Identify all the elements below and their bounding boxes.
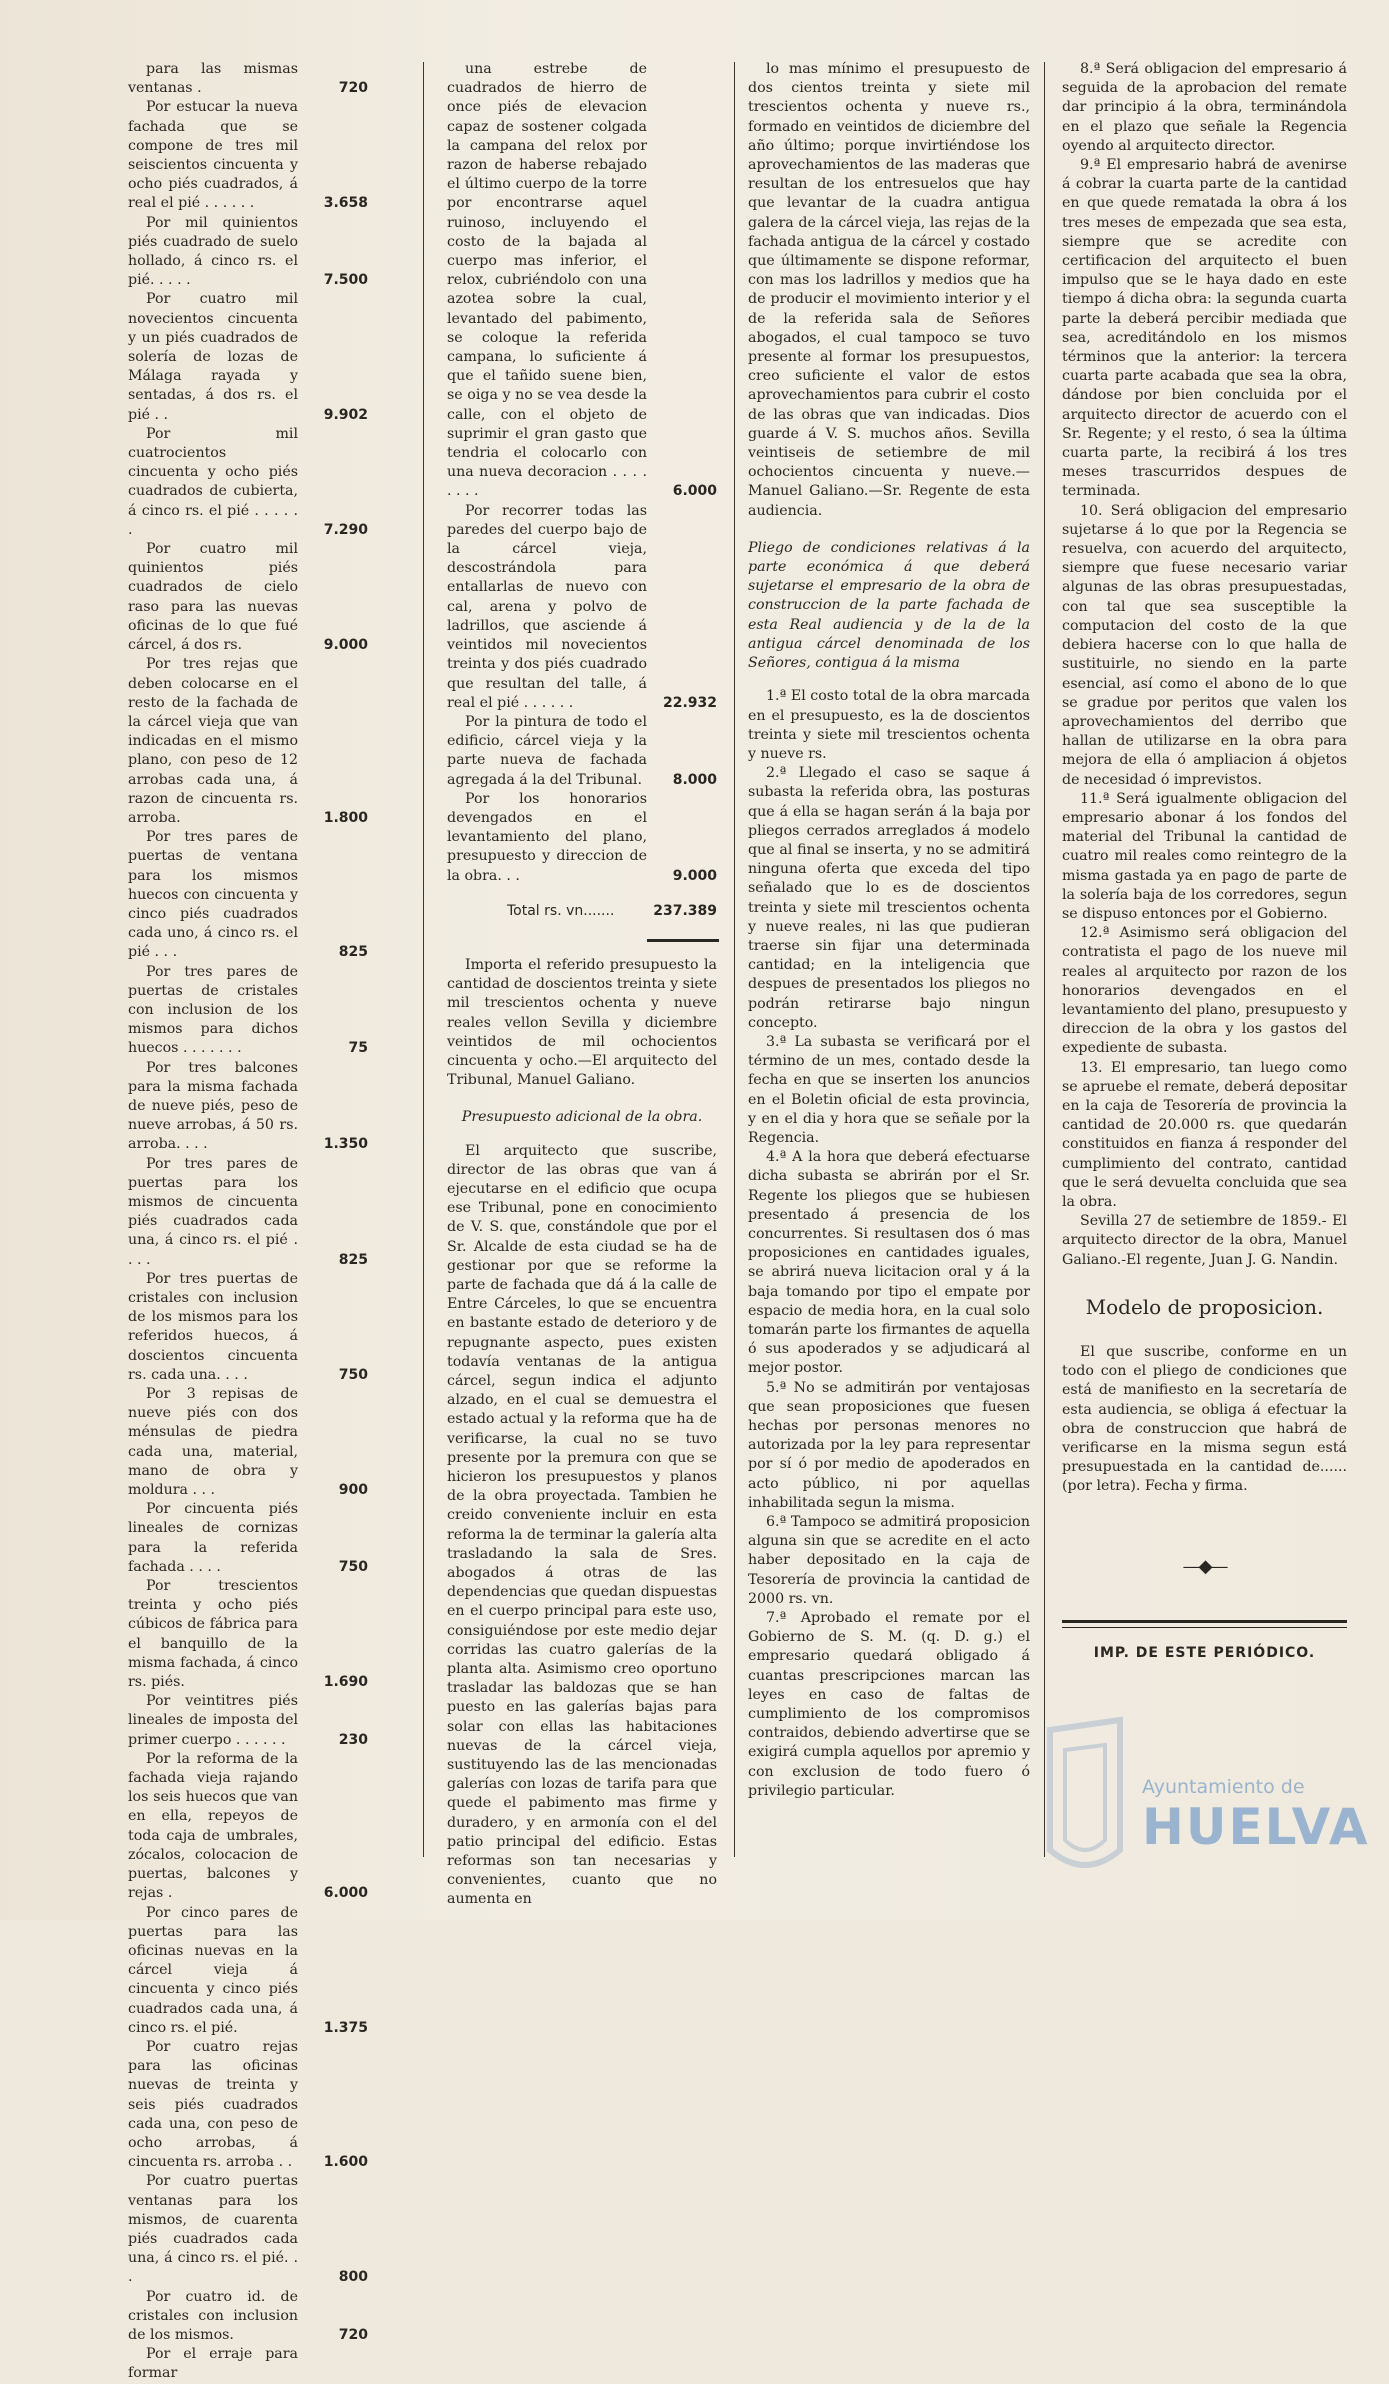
- budget-item: [447, 502, 717, 713]
- ornament-divider: —◆—: [1182, 1555, 1227, 1577]
- budget-item: [128, 1059, 368, 1155]
- watermark-line1: Ayuntamiento de: [1142, 1776, 1305, 1798]
- condition-paragraph: 6.ª Tampoco se admitirá proposicion alguna sin que se acredite en el acto haber depositado en la caja de Tesorería de provincia la cantidad de 2000 rs. vn.: [748, 1514, 1030, 1607]
- budget-item-text: Por cuatro mil quinientos piés cuadrados de cielo raso para las nuevas oficinas de lo que fué cárcel, á dos rs.: [128, 541, 298, 654]
- budget-item: [128, 1500, 368, 1577]
- budget-item-amount: 720: [338, 2326, 368, 2343]
- budget-item: [128, 290, 368, 424]
- budget-item-text: Por la pintura de todo el edificio, cárcel vieja y la parte nueva de fachada agregada á la del Tribunal.: [447, 713, 647, 788]
- budget-item-text: Por cinco pares de puertas para las oficinas nuevas en la cárcel vieja á cincuenta y cinco piés cuadrados cada una, á cinco rs. el pié.: [128, 1904, 298, 2036]
- budget-item: [128, 1692, 368, 1750]
- imprint: IMP. DE ESTE PERIÓDICO.: [1093, 1644, 1316, 1661]
- condition-paragraph: 7.ª Aprobado el remate por el Gobierno de S. M. (q. D. g.) el empresario quedará obligado á cuantas prescripciones marcan las leyes en caso de faltas de cumplimiento de los compromisos contraidos, debiendo advertirse que se exigirá cumpla aquellos por apremio y con exclusion de todo fuero ó privilegio particular.: [748, 1610, 1030, 1799]
- budget-item-amount: 9.000: [672, 867, 717, 884]
- column-2-budget-items: [447, 60, 717, 886]
- column-2: [447, 60, 717, 1910]
- conditions-list: [748, 687, 1030, 1801]
- budget-item-amount: 6.000: [672, 483, 717, 500]
- section-rule: [647, 939, 719, 942]
- additional-budget-paragraph: El arquitecto que suscribe, director de las obras que van á ejecutarse en el edificio que ocupa ese Tribunal, pone en conocimiento de V. S. que, constándole que por el Sr. Alcalde de esta ciudad se ha de gestionar por que se reforme la parte de fachada que dá á la calle de Entre Cárceles, lo que se encuentra en bastante estado de deterioro y de repugnante aspecto, pues existen todavía ventanas de la antigua cárcel, segun indica el adjunto alzado, en el cual se demuestra el estado actual y la reforma que ha de verificarse, la cual no se tuvo presente por la premura con que se hicieron los presupuestos y planos de la obra proyectada. Tambien he creido conveniente incluir en esta reforma la de terminar la galería alta trasladando la sala de Sres. abogados á otras de las dependencias que quedan dispuestas en el cuerpo principal para este uso, consiguiéndose por este medio dejar corridas las cuatro galerías de la planta alta. Asimismo creo oportuno trasladar las baldozas que se han puesto en las galerías bajas para solar con ellas las habitaciones nuevas de la cárcel vieja, sustituyendo las de las mencionadas galerías con lozas de tarifa para que quede el pabimento mas firme y duradero, y en armonía con el del patio principal del edificio. Estas reformas son tan necesarias y convenientes, cuanto que no aumenta en: [447, 1142, 717, 1908]
- budget-item: [128, 1577, 368, 1692]
- budget-item: [128, 2345, 368, 2383]
- budget-item-amount: 825: [338, 944, 368, 961]
- budget-item-text: Por los honorarios devengados en el levantamiento del plano, presupuesto y direccion de la obra. . .: [447, 790, 647, 884]
- budget-item-amount: 800: [338, 2269, 368, 2286]
- total-label: Total rs. vn.......: [507, 902, 615, 919]
- condition-paragraph: 5.ª No se admitirán por ventajosas que sean proposiciones que fuesen hechas por personas menores no autorizada por la ley para representar por sí ó por medio de apoderados en acto público, ni por aquellas inhabilitada segun la misma.: [748, 1379, 1030, 1511]
- budget-item: [128, 1750, 368, 1904]
- budget-item-text: Por tres pares de puertas de ventana para los mismos huecos con cincuenta y cinco piés cuadrados cada uno, á cinco rs. el pié . . .: [128, 829, 298, 961]
- budget-item-amount: 7.290: [323, 521, 368, 538]
- column-4: [1062, 60, 1347, 1663]
- budget-item-amount: 8.000: [672, 771, 717, 788]
- budget-item: [128, 1270, 368, 1385]
- condition-paragraph: 11.ª Será igualmente obligacion del empresario abonar á los fondos del material del Tribunal la cantidad de cuatro mil reales como reintegro de la misma gastada ya en pago de parte de la solería baja de los corredores, segun se dispuso entonces por el Gobierno.: [1062, 790, 1347, 922]
- budget-item-text: Por tres rejas que deben colocarse en el resto de la fachada de la cárcel vieja que van indicadas en el mismo plano, con peso de 12 arrobas cada una, á razon de cincuenta rs. arroba.: [128, 656, 298, 826]
- condition-paragraph: 13. El empresario, tan luego como se apruebe el remate, deberá depositar en la caja de Tesorería de provincia la cantidad de 20.000 rs. que quedarán constituidos en fianza á responder del cumplimiento del contrato, cantidad que le será devuelta concluida que sea la obra.: [1062, 1059, 1347, 1210]
- condition-paragraph: 4.ª A la hora que deberá efectuarse dicha subasta se abrirán por el Sr. Regente los pliegos que se hubiesen presentado á presencia de los concurrentes. Si resultasen dos ó mas proposiciones en cantidades iguales, se abrirá nueva licitacion oral y á la baja tomando por tipo el empate por espacio de media hora, en la cual solo tomarán parte los firmantes de aquella ó sus apoderados y se adjudicará al mejor postor.: [748, 1149, 1030, 1377]
- budget-item: [447, 790, 717, 886]
- budget-item-amount: 9.000: [323, 637, 368, 654]
- condition-paragraph: 12.ª Asimismo será obligacion del contratista el pago de los nueve mil reales al arquitecto por razon de los honorarios devengados en el levantamiento del plano, presupuesto y direccion de la obra y los gastos del expediente de subasta.: [1062, 925, 1347, 1057]
- condition-paragraph: 1.ª El costo total de la obra marcada en el presupuesto, es la de doscientos treinta y siete mil trescientos ochenta y nueve rs.: [748, 688, 1030, 762]
- proposal-model-text: El que suscribe, conforme en un todo con el pliego de condiciones que está de manifiesto en la secretaría de esta audiencia, se obliga á efectuar la obra de construccion que habrá de verificarse en la misma segun está presupuestada en la cantidad de...... (por letra). Fecha y firma.: [1062, 1344, 1347, 1495]
- budget-item-amount: 22.932: [662, 694, 717, 711]
- budget-item-amount: 1.690: [323, 1674, 368, 1691]
- total-value: 237.389: [653, 902, 717, 919]
- conditions-list-continued: [1062, 60, 1347, 1270]
- budget-item: [447, 713, 717, 790]
- budget-item-amount: 720: [338, 80, 368, 97]
- condition-paragraph: 8.ª Será obligacion del empresario á seguida de la aprobacion del remate dar principio á la obra, terminándola en el plazo que señale la Regencia oyendo al arquitecto director.: [1062, 61, 1347, 154]
- budget-item: [128, 98, 368, 213]
- budget-item-amount: 3.658: [323, 195, 368, 212]
- budget-item-amount: 230: [338, 1731, 368, 1748]
- budget-item-text: Por cuatro rejas para las oficinas nuevas de treinta y seis piés cuadrados cada una, con peso de ocho arrobas, á cincuenta rs. arroba . .: [128, 2038, 298, 2171]
- condition-paragraph: 10. Será obligacion del empresario sujetarse á lo que por la Regencia se resuelva, con acuerdo del arquitecto, siempre que fuese necesario variar algunas de las obras presupuestadas, con tal que sea susceptible la computacion del costo de la que debiera hacerse con lo que halla de sustituirle, no siendo en la parte esencial, así como el abono de lo que se gradue por peritos que valen los aprovechamientos del derribo que hallan de utilizarse en la obra para mejora de ella ó ampliacion á objetos de necesidad ó imprevistos.: [1062, 502, 1347, 788]
- budget-item-text: Por veintitres piés lineales de imposta del primer cuerpo . . . . . .: [128, 1693, 298, 1748]
- budget-item-text: Por 3 repisas de nueve piés con dos ménsulas de piedra cada una, material, mano de obra y moldura . . .: [128, 1386, 298, 1499]
- budget-item: [128, 963, 368, 1059]
- budget-item: [128, 1385, 368, 1500]
- budget-item-text: una estrebe de cuadrados de hierro de once piés de elevacion capaz de sostener colgada la campana del relox por razon de haberse rebajado el último cuerpo de la torre por encontrarse aquel ruinoso, incluyendo el costo de la bajada al cuerpo mas inferior, el relox, cubriéndolo con una azotea sobre la cual, levantado del pabimento, se coloque la referida campana, lo suficiente á que el tañido suene bien, se oiga y no se vea desde la calle, con el objeto de suprimir el gran gasto que tendria el colocarlo con una nueva decoracion . . . . . . . .: [447, 61, 647, 500]
- budget-item-text: Por tres puertas de cristales con inclusion de los mismos para los referidos huecos, á doscientos cincuenta rs. cada una. . . .: [128, 1270, 298, 1383]
- budget-item-text: Por el erraje para formar: [128, 2346, 298, 2382]
- column-rule: [423, 62, 424, 1857]
- column-1-budget-items: [128, 60, 368, 2384]
- budget-item-amount: 1.600: [323, 2154, 368, 2171]
- footer-rule: [1062, 1620, 1347, 1623]
- budget-item-amount: 750: [338, 1558, 368, 1575]
- condition-paragraph: Sevilla 27 de setiembre de 1859.- El arquitecto director de la obra, Manuel Galiano.-El regente, Juan J. G. Nandin.: [1062, 1213, 1347, 1268]
- budget-item: [128, 2038, 368, 2172]
- budget-item: [128, 828, 368, 962]
- budget-item-text: Por mil quinientos piés cuadrado de suelo hollado, á cinco rs. el pié. . . . .: [128, 214, 298, 289]
- budget-item-amount: 1.800: [323, 809, 368, 826]
- budget-item-text: para las mismas ventanas .: [128, 61, 298, 97]
- budget-item-text: Por tres balcones para la misma fachada de nueve piés, peso de nueve arrobas, á 50 rs. arroba. . . .: [128, 1059, 298, 1153]
- additional-budget-heading: Presupuesto adicional de la obra.: [461, 1109, 703, 1126]
- budget-item: [128, 2172, 368, 2287]
- budget-item-text: Por cuatro puertas ventanas para los mismos, de cuarenta piés cuadrados cada una, á cinco rs. el pié. . .: [128, 2173, 298, 2286]
- budget-item-amount: 9.902: [323, 406, 368, 423]
- budget-item-text: Por mil cuatrocientos cincuenta y ocho piés cuadrados de cubierta, á cinco rs. el pié . . . . . .: [128, 425, 298, 538]
- condition-paragraph: 2.ª Llegado el caso se saque á subasta la referida obra, las posturas que á ella se hagan serán á la baja por pliegos cerrados arreglados á modelo que al final se inserta, y no se admitirá ninguna oferta que exceda del tipo señalado que lo es de doscientos treinta y siete mil trescientos ochenta y nueve reales, ni las que pudieran traerse sin fijar una determinada cantidad; en la inteligencia que despues de presentados los pliegos no podrán retirarse bajo ningun concepto.: [748, 765, 1030, 1031]
- budget-item: [128, 60, 368, 98]
- budget-closing-paragraph: Importa el referido presupuesto la cantidad de doscientos treinta y siete mil trescientos ochenta y nueve reales vellon Sevilla y diciembre veintidos de mil ochocientos cincuenta y ocho.—El arquitecto del Tribunal, Manuel Galiano.: [447, 956, 717, 1089]
- budget-item-text: Por la reforma de la fachada vieja rajando los seis huecos que van en ella, repeyos de toda caja de umbrales, zócalos, colocacion de puertas, balcones y rejas .: [128, 1750, 298, 1902]
- budget-item-amount: 75: [348, 1040, 368, 1057]
- column-3: [748, 60, 1030, 1801]
- budget-item-amount: 750: [338, 1366, 368, 1383]
- budget-item-amount: 825: [338, 1251, 368, 1268]
- budget-item-amount: 6.000: [323, 1885, 368, 1902]
- footer-rule-thin: [1062, 1627, 1347, 1628]
- budget-item-text: Por estucar la nueva fachada que se compone de tres mil seiscientos cincuenta y ocho piés cuadrados, á real el pié . . . . . .: [128, 99, 298, 212]
- budget-item: [128, 655, 368, 828]
- budget-item-text: Por tres pares de puertas para los mismos de cincuenta piés cuadrados cada una, á cinco rs. el pié . . . .: [128, 1155, 298, 1268]
- budget-item-amount: 1.350: [323, 1136, 368, 1153]
- budget-item-text: Por cuatro mil novecientos cincuenta y un piés cuadrados de solería de lozas de Málaga rayada y sentadas, á dos rs. el pié . .: [128, 291, 298, 423]
- budget-total: [447, 886, 717, 939]
- budget-item-text: Por trescientos treinta y ocho piés cúbicos de fábrica para el banquillo de la misma fachada, á cinco rs. piés.: [128, 1578, 298, 1691]
- budget-item-amount: 1.375: [323, 2019, 368, 2036]
- additional-budget-continuation: lo mas mínimo el presupuesto de dos cientos treinta y siete mil trescientos ochenta y nueve rs., formado en veintidos de diciembre del año último; porque invirtiéndose los aprovechamientos de las maderas que resultan de los entresuelos que hay que levantar de la cuadra antigua galera de la cárcel vieja, las rejas de la fachada antigua de la cárcel y costado que últimamente se dispone reformar, con mas los ladrillos y medios que ha de producir el movimiento interior y el de la referida sala de Señores abogados, el cual tampoco se tuvo presente al formar los presupuestos, creo suficiente el valor de estos aprovechamientos para cubrir el costo de las obras que van indicadas. Dios guarde á V. S. muchos años. Sevilla veintiseis de setiembre de mil ochocientos cincuenta y nueve.—Manuel Galiano.—Sr. Regente de esta audiencia.: [748, 61, 1030, 519]
- proposal-model-heading: Modelo de proposicion.: [1085, 1294, 1324, 1319]
- budget-item-text: Por tres pares de puertas de cristales con inclusion de los mismos para dichos huecos . . . . . . .: [128, 963, 298, 1057]
- budget-item: [447, 60, 717, 502]
- watermark-line2: HUELVA: [1142, 1798, 1370, 1856]
- budget-item: [128, 2288, 368, 2346]
- condition-paragraph: 9.ª El empresario habrá de avenirse á cobrar la cuarta parte de la cantidad en que quede rematada la obra á los tres meses de empezada que sea esta, siempre que se acredite con certificacion del arquitecto el buen impulso que se le haya dado en este tiempo á dicha obra: la segunda cuarta parte la deberá percibir mediada que sea, acreditándolo en los mismos términos que la anterior: la tercera cuarta parte acabada que sea la obra, dándose por bien concluida por el arquitecto director de acuerdo con el Sr. Regente; y el resto, ó sea la última cuarta parte, la recibirá á los tres meses trascurridos despues de terminada.: [1062, 157, 1347, 500]
- budget-item: [128, 1904, 368, 2038]
- budget-item-text: Por cincuenta piés lineales de cornizas para la referida fachada . . . .: [128, 1501, 298, 1575]
- column-rule: [1044, 62, 1045, 1857]
- condition-paragraph: 3.ª La subasta se verificará por el término de un mes, contado desde la fecha en que se inserten los anuncios en el Boletin oficial de esta provincia, y en el dia y hora que se señale por la Regencia.: [748, 1033, 1030, 1146]
- budget-item-text: Por cuatro id. de cristales con inclusion de los mismos.: [128, 2288, 298, 2343]
- budget-item: [128, 214, 368, 291]
- conditions-heading: Pliego de condiciones relativas á la parte económica á que deberá sujetarse el empresario de la obra de construccion de la parte fachada de esta Real audiencia y de la de la antigua cárcel denominada de los Señores, contigua á la misma: [748, 539, 1030, 672]
- budget-item: [128, 425, 368, 540]
- budget-item-amount: 7.500: [323, 272, 368, 289]
- budget-item: [128, 1155, 368, 1270]
- budget-item-amount: 900: [338, 1482, 368, 1499]
- column-rule: [734, 62, 735, 1857]
- budget-item: [128, 540, 368, 655]
- budget-item-text: Por recorrer todas las paredes del cuerpo bajo de la cárcel vieja, descostrándola para entallarlas de nuevo con cal, arena y polvo de ladrillos, que asciende á veintidos mil novecientos treinta y dos piés cuadrado que resultan del talle, á real el pié . . . . . .: [447, 502, 647, 711]
